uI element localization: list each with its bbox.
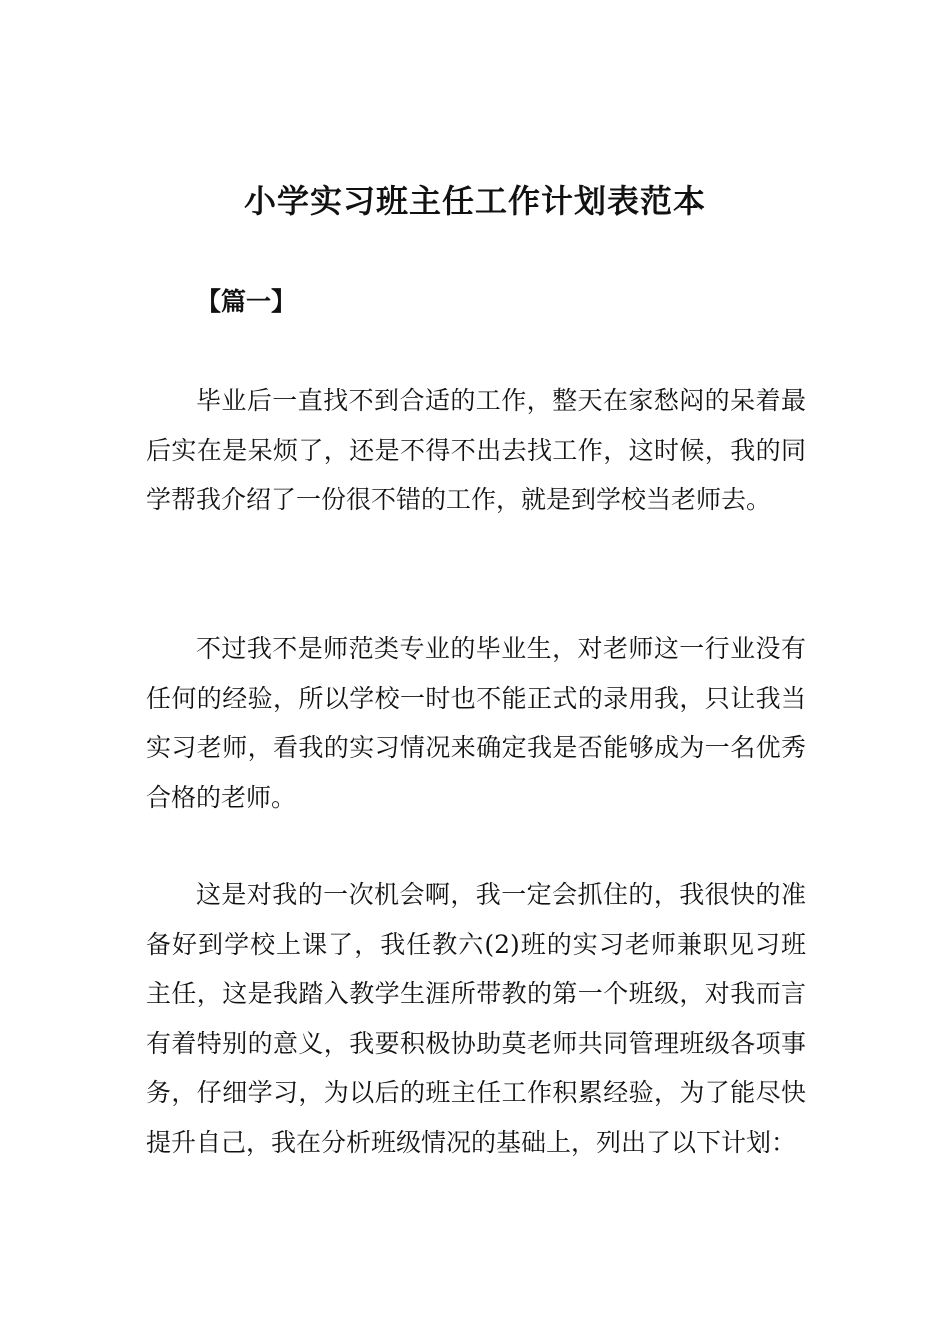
paragraph-1: 毕业后一直找不到合适的工作，整天在家愁闷的呆着最后实在是呆烦了，还是不得不出去找工作，这时候，我的同学帮我介绍了一份很不错的工作，就是到学校当老师去。 (146, 386, 806, 514)
paragraph-2: 不过我不是师范类专业的毕业生，对老师这一行业没有任何的经验，所以学校一时也不能正式的录用我，只让我当实习老师，看我的实习情况来确定我是否能够成为一名优秀合格的老师。 (146, 634, 806, 812)
section-label: 【篇一】 (196, 287, 297, 316)
document-title: 小学实习班主任工作计划表范本 (243, 182, 706, 220)
paragraph-3: 这是对我的一次机会啊，我一定会抓住的，我很快的准备好到学校上课了，我任教六(2)班的实习老师兼职见习班主任，这是我踏入教学生涯所带教的第一个班级，对我而言有着特别的意义，我要积极协助莫老师共同管理班级各项事务，仔细学习，为以后的班主任工作积累经验，为了能尽快提升自己，我在分析班级情况的基础上，列出了以下计划： (146, 880, 806, 1157)
